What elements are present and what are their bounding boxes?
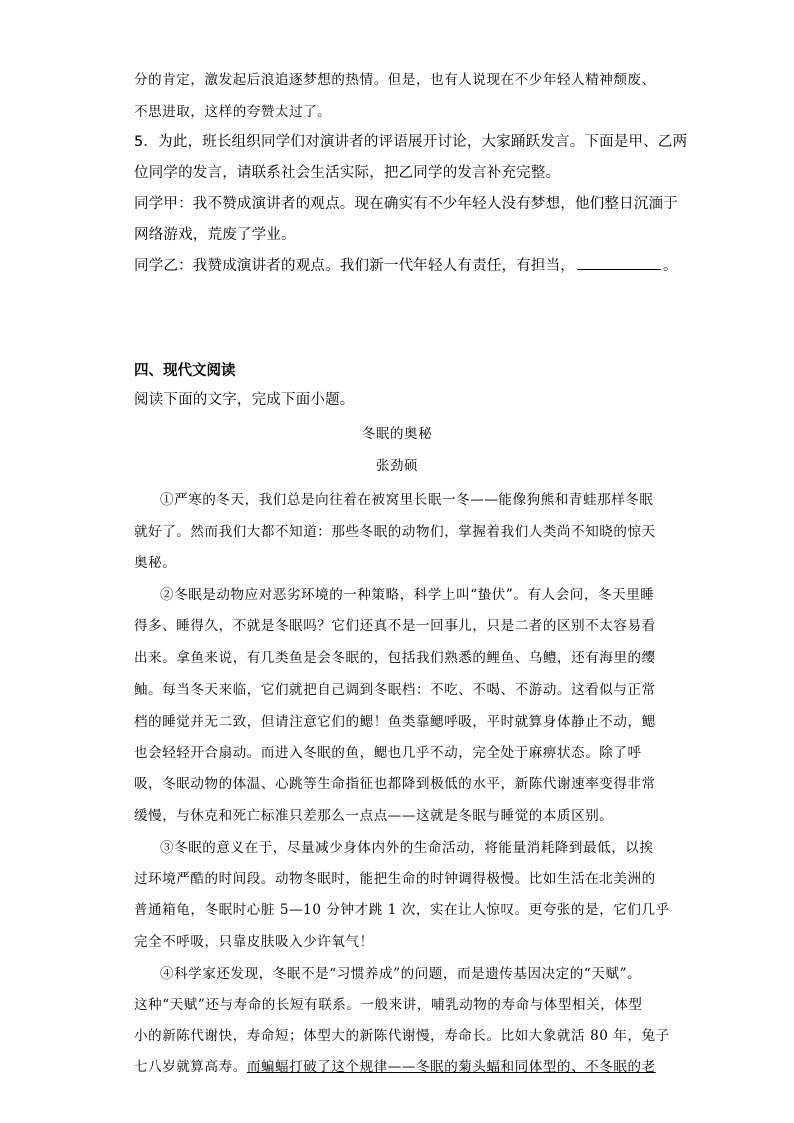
article-author: 张劲硕 <box>375 458 419 474</box>
paragraph-2-line: 得多、睡得久，不就是冬眠吗？它们还真不是一回事儿，只是二者的区别不太容易看 <box>134 618 656 634</box>
paragraph-2-line: ②冬眠是动物应对恶劣环境的一种策略，科学上叫“蛰伏”。有人会问，冬天里睡 <box>160 587 655 603</box>
paragraph-4-line <box>134 1055 656 1075</box>
paragraph-1-line: 奥秘。 <box>134 555 177 571</box>
paragraph-4-line: 这种“天赋”还与寿命的长短有联系。一般来讲，哺乳动物的寿命与体型相关，体型 <box>134 997 643 1013</box>
paragraph-2-line: 出来。拿鱼来说，有几类鱼是会冬眠的，包括我们熟悉的鲤鱼、乌鳢，还有海里的缨 <box>134 650 656 666</box>
paragraph-4-text: 七八岁就算高寿。 <box>134 1059 247 1075</box>
paragraph-3-line: ③冬眠的意义在于，尽量减少身体内外的生命活动，将能量消耗降到最低，以挨 <box>160 840 654 856</box>
paragraph-4-line: 小的新陈代谢快，寿命短；体型大的新陈代谢慢，寿命长。比如大象就活 80 年，兔子 <box>134 1028 670 1044</box>
question-5-line: 5．为此，班长组织同学们对演讲者的评语展开讨论，大家踊跃发言。下面是甲、乙两 <box>134 134 688 150</box>
student-yi-line <box>134 254 678 275</box>
paragraph-4-line: ④科学家还发现，冬眠不是“习惯养成”的问题，而是遗传基因决定的“天赋”。 <box>160 966 642 982</box>
student-yi-end: 。 <box>663 258 678 274</box>
paragraph-2-line: 也会轻轻开合扇动。而进入冬眠的鱼，鳃也几乎不动，完全处于麻痹状态。除了呼 <box>134 745 642 761</box>
paragraph-2-line: 鲉。每当冬天来临，它们就把自己调到冬眠档：不吃、不喝、不游动。这看似与正常 <box>134 682 656 698</box>
section-heading: 四、现代文阅读 <box>134 363 236 379</box>
paragraph-1-line: ①严寒的冬天，我们总是向往着在被窝里长眠一冬——能像狗熊和青蛙那样冬眠 <box>160 492 654 508</box>
underlined-sentence: 而蝙蝠打破了这个规律——冬眠的菊头蝠和同体型的、不冬眠的老 <box>246 1059 656 1075</box>
paragraph-2-line: 缓慢，与休克和死亡标准只差那么一点点——这就是冬眠与睡觉的本质区别。 <box>134 808 614 824</box>
answer-blank[interactable] <box>577 255 661 270</box>
paragraph-3-line: 普通箱龟，冬眠时心脏 5—10 分钟才跳 1 次，实在让人惊叹。更夸张的是，它们几乎 <box>134 902 670 918</box>
paragraph-1-line: 就好了。然而我们大都不知道：那些冬眠的动物们，掌握着我们人类尚不知晓的惊天 <box>134 524 656 540</box>
student-jia-line: 同学甲：我不赞成演讲者的观点。现在确实有不少年轻人没有梦想，他们整日沉湎于 <box>134 196 678 212</box>
paragraph-2-line: 吸，冬眠动物的体温、心跳等生命指征也都降到极低的水平，新陈代谢速率变得非常 <box>134 776 656 792</box>
paragraph-3-line: 完全不呼吸，只靠皮肤吸入少许氧气！ <box>134 934 374 950</box>
student-jia-line: 网络游戏，荒废了学业。 <box>134 227 296 243</box>
student-yi-text: 同学乙：我赞成演讲者的观点。我们新一代年轻人有责任，有担当， <box>134 258 575 274</box>
paragraph-3-line: 过环境严酷的时间段。动物冬眠时，能把生命的时钟调得极慢。比如生活在北美洲的 <box>134 871 656 887</box>
question-5-line: 位同学的发言，请联系社会生活实际，把乙同学的发言补充完整。 <box>134 165 561 181</box>
article-title: 冬眠的奥秘 <box>361 426 433 442</box>
passage-line: 分的肯定，激发起后浪追逐梦想的热情。但是，也有人说现在不少年轻人精神颓废、 <box>134 72 656 88</box>
passage-line: 不思进取，这样的夸赞太过了。 <box>134 104 332 120</box>
section-instruction: 阅读下面的文字，完成下面小题。 <box>134 392 355 408</box>
paragraph-2-line: 档的睡觉并无二致，但请注意它们的鳃！鱼类靠鳃呼吸，平时就算身体静止不动，鳃 <box>134 714 656 730</box>
